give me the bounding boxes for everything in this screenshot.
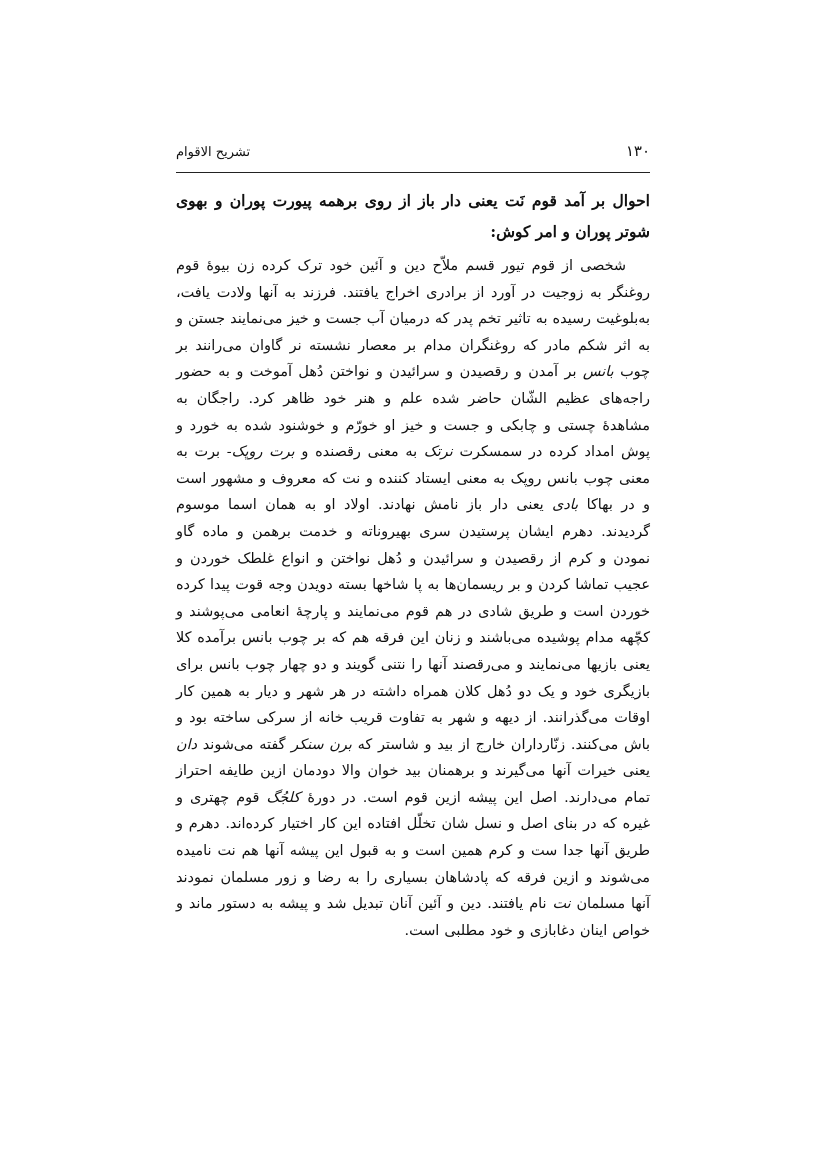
section-heading: احوال بر آمد قوم نَت یعنی دار باز از روی برهمه پیورت پوران و بهوی شوتر پوران و امر کوش:	[176, 191, 650, 241]
running-head	[176, 142, 650, 173]
italic-term: بانس	[582, 364, 614, 381]
italic-term: نت	[552, 896, 571, 913]
italic-term: برن سنکر	[291, 736, 352, 753]
text-run: نام یافتند. دین و آئین آنان تبدیل شد و پیشه به دستور ماند و خواص اینان دغابازی و خود مطلبی است.	[176, 896, 650, 939]
book-title: تشریح الاقوام	[176, 145, 251, 160]
text-run: بر آمدن و رقصیدن و سرائیدن و نواختن دُهل آموخت و به حضور راجه‌های عظیم الشّان حاضر شده علم و هنر خود ظاهر کرد. راجگان به مشاهدۀ چستی و چابکی و جست و خیز او خورّم و خوشنود شده به خورد و پوش امداد کرده در سمسکرت	[176, 364, 650, 461]
text-run: - برت به معنی چوب بانس روپک به معنی ایستاد کننده و نت که معروف و مشهور است و در بهاکا	[176, 444, 650, 514]
text-run: یعنی خیرات آنها می‌گیرند و برهمنان بید خوان والا دودمان ازین طایفه احتراز تمام می‌دارند. اصل این پیشه ازین قوم است. در دورۀ	[176, 763, 650, 806]
text-run: یعنی دار باز نامش نهادند. اولاد او به همان اسما موسوم گردیدند. دهرم ایشان پرستیدن سری بهیروناته و خدمت برهمن و ماده گاو نمودن و کرم از رقصیدن و سرائیدن و دُهل نواختن و انواع غلطک خوردن و عجیب تماشا کردن و بر ریسمان‌ها به پا شاخها بسته دویدن وجه قوت پیدا کرده خوردن است و طریق شادی در هم قوم می‌نمایند و پارچۀ انعامی می‌پوشند و کچّهه مدام پوشیده می‌باشند و زنان این فرقه هم که بر چوب بانس برآمده کلا یعنی بازیها می‌نمایند و می‌رقصند آنها را نتنی گویند و دو چهار چوب بانس برای بازیگری خود و یک دو دُهل کلان همراه داشته در هر شهر و دیار به همین کار اوقات می‌گذرانند. از دیهه و شهر به تفاوت قریب خانه از سرکی ساخته بود و باش می‌کنند. زنّارداران خارج از بید و شاستر که	[176, 497, 650, 753]
body-paragraph	[176, 253, 650, 944]
text-run: قوم چهتری و غیره که در بنای اصل و نسل شان تخلّل افتاده این کار اختیار کرده‌اند. دهرم و طریق آنها جدا ست و کرم همین است و به قبول این پیشه آنها هم نت نامیده می‌شوند و ازین فرقه که پادشاهان بسیاری را به رضا و زور مسلمان نمودند آنها مسلمان	[176, 789, 650, 913]
italic-term: کلجُگ	[266, 789, 301, 806]
text-run: گفته می‌شوند	[196, 736, 292, 753]
italic-term: برت روپک	[231, 444, 295, 461]
text-run: به معنی رقصنده و	[294, 444, 424, 461]
italic-term: بادی	[552, 497, 579, 514]
italic-term: نرتک	[423, 444, 453, 461]
book-page	[176, 142, 650, 1142]
page-number: ۱۳۰	[625, 142, 650, 160]
italic-term: دان	[176, 736, 197, 753]
text-run: شخصی از قوم تیور قسم ملاّح دین و آئین خود ترک کرده زن بیوۀ قوم روغنگر به زوجیت در آورد از برادری اخراج یافتند. فرزند به آنها ولادت یافت، به‌بلوغیت رسیده به تاثیر تخم پدر که درمیان آب جست و خیز می‌نمایند جستن و به اثر شکم مادر که روغنگران مدام بر معصار نشسته نر گاوان می‌رانند بر چوب	[176, 258, 651, 381]
